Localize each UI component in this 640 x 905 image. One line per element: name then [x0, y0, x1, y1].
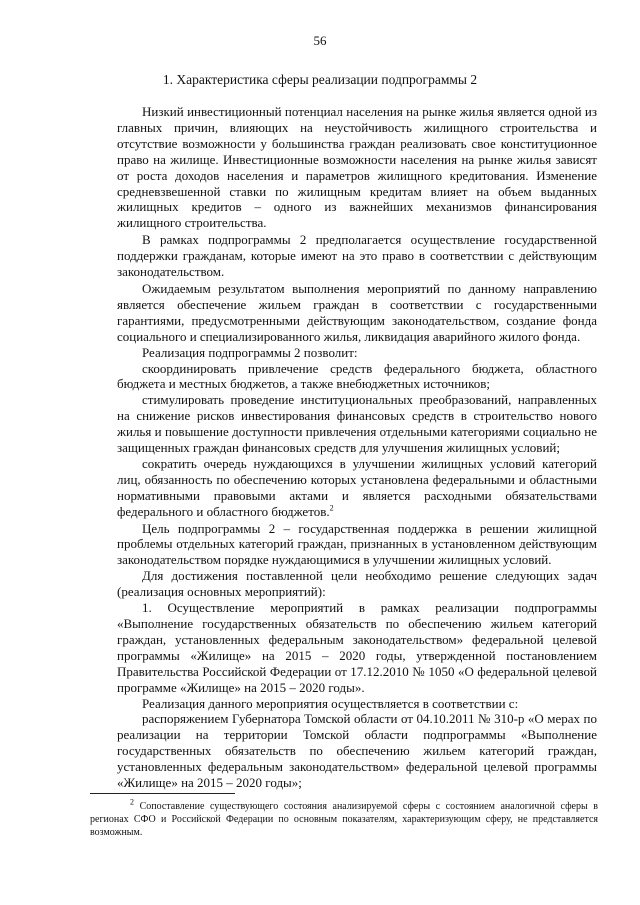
paragraph: Цель подпрограммы 2 – государственная поддержка в решении жилищной проблемы отдельных категорий граждан, признанных в установленном действующим законодательством порядке нуждающимися в улучшении жилищных условий. — [117, 520, 597, 568]
paragraph: 1. Осуществление мероприятий в рамках реализации подпрограммы «Выполнение государственных обязательств по обеспечению жильем категорий граждан, установленных федеральным законодательством» федеральной целевой программы «Жилище» на 2015 – 2020 годы, утвержденной постановлением Правительства Российской Федерации от 17.12.2010 № 1050 «О федеральной целевой программе «Жилище» на 2015 – 2020 годы». — [117, 600, 597, 695]
list-item: стимулировать проведение институциональных преобразований, направленных на снижение рисков инвестирования финансовых средств в строительство нового жилья и повышение доступности привлечения отдельными категориями социально не защищенных граждан финансовых средств для улучшения жилищных условий; — [117, 392, 597, 456]
footnote-separator — [90, 793, 235, 794]
footnote — [90, 797, 599, 839]
footnote-text: Сопоставление существующего состояния анализируемой сферы с состоянием аналогичной сферы в регионах СФО и Российской Федерации по основным показателям, характеризующим сферу, не представляется возможным. — [90, 801, 599, 838]
list-item: скоординировать привлечение средств федерального бюджета, областного бюджета и местных бюджетов, а также внебюджетных источников; — [117, 360, 597, 392]
footnote-marker: 2 — [130, 797, 134, 807]
paragraph: распоряжением Губернатора Томской области от 04.10.2011 № 310-р «О мерах по реализации на территории Томской области подпрограммы «Выполнение государственных обязательств по обеспечению жильем категорий граждан, установленных федеральным законодательством» федеральной целевой программы «Жилище» на 2015 – 2020 годы»; — [117, 711, 597, 791]
paragraph: В рамках подпрограммы 2 предполагается осуществление государственной поддержки гражданам, которые имеют на это право в соответствии с действующим законодательством. — [117, 232, 597, 280]
list-item — [117, 456, 597, 520]
section-heading: 1. Характеристика сферы реализации подпрограммы 2 — [162, 72, 478, 87]
page-number: 56 — [313, 33, 327, 48]
paragraph: Реализация данного мероприятия осуществляется в соответствии с: — [142, 695, 519, 711]
paragraph: Низкий инвестиционный потенциал населения на рынке жилья является одной из главных причин, влияющих на неустойчивость жилищного строительства и отсутствие возможности у большинства граждан реализовать свое конституционное право на жилище. Инвестиционные возможности населения на рынке жилья зависят от роста доходов населения и параметров жилищного кредитования. Изменение средневзвешенной ставки по жилищным кредитам влияет на объем выданных жилищных кредитов – одного из важнейших механизмов финансирования жилищного строительства. — [117, 104, 597, 231]
footnote-reference[interactable]: 2 — [329, 503, 334, 513]
paragraph: Реализация подпрограммы 2 позволит: — [142, 344, 358, 360]
list-item-text: сократить очередь нуждающихся в улучшении жилищных условий категорий лиц, обязанность по обеспечению которых установлена федеральными и областными нормативными правовыми актами и является расходными обязательствами федерального и областного бюджетов. — [117, 455, 597, 519]
paragraph: Ожидаемым результатом выполнения мероприятий по данному направлению является обеспечение жильем граждан в соответствии с государственными гарантиями, предусмотренными действующим законодательством, создание фонда социального и специализированного жилья, ликвидация аварийного жилого фонда. — [117, 280, 597, 344]
paragraph: Для достижения поставленной цели необходимо решение следующих задач (реализация основных мероприятий): — [117, 568, 597, 600]
body-text — [117, 104, 597, 791]
